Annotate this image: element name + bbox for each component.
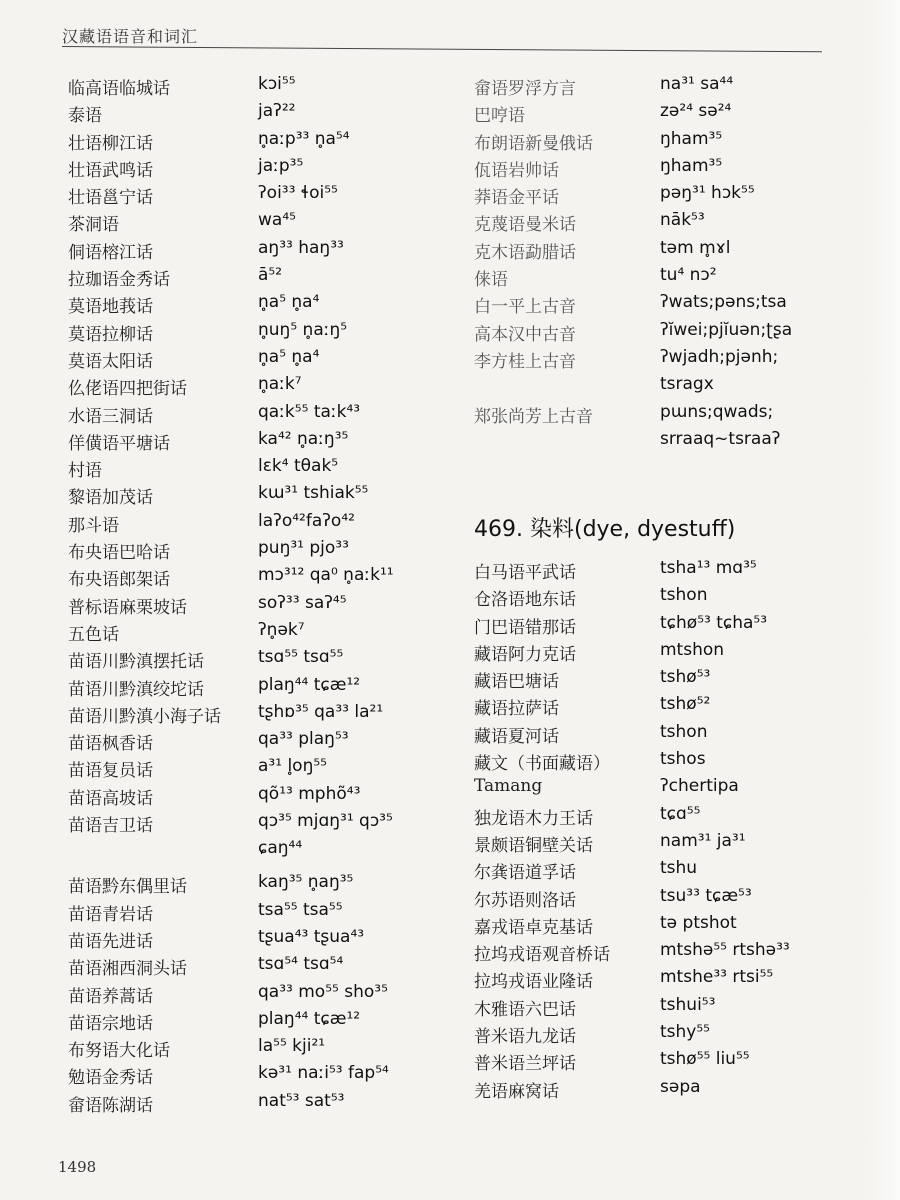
language-name: 泰语 — [68, 106, 102, 127]
word-form: mtshə⁵⁵ rtshə³³ — [660, 940, 790, 961]
word-form: n̥a⁵ n̥a⁴ — [258, 346, 320, 367]
language-name: 白马语平武话 — [474, 563, 576, 583]
word-form: zə²⁴ sə²⁴ — [660, 101, 732, 122]
word-form: tsu³³ tɕæ⁵³ — [660, 885, 752, 906]
language-name: 拉珈语金秀话 — [68, 270, 170, 291]
language-name: 苗语复员话 — [68, 761, 153, 782]
word-form: ŋham³⁵ — [660, 155, 723, 176]
language-name: 布央语郎架话 — [68, 570, 170, 591]
language-name: 苗语川黔滇摆托话 — [68, 652, 204, 673]
word-form: tsɑ⁵⁵ tsɑ⁵⁵ — [258, 647, 344, 668]
language-name: 仫佬语四把街话 — [68, 379, 187, 400]
word-form: səpa — [660, 1076, 701, 1097]
word-form: pəŋ³¹ hɔk⁵⁵ — [660, 183, 755, 204]
word-form: qaːk⁵⁵ taːk⁴³ — [258, 401, 361, 422]
language-name: 苗语先进话 — [68, 931, 153, 952]
word-form: n̥uŋ⁵ n̥aːŋ⁵ — [258, 319, 348, 340]
word-form: ʔchertipa — [660, 776, 739, 797]
section-number: 469. — [474, 517, 523, 542]
word-form: tsɑ⁵⁴ tsɑ⁵⁴ — [258, 954, 344, 975]
word-form: tɕhø⁵³ tɕha⁵³ — [660, 612, 768, 633]
word-form: laʔo⁴²faʔo⁴² — [258, 510, 355, 531]
word-form: soʔ³³ saʔ⁴⁵ — [258, 592, 347, 613]
language-name: 藏文（书面藏语） — [474, 754, 610, 775]
language-name: 尔龚语道孚话 — [474, 863, 576, 884]
word-form: tshui⁵³ — [660, 994, 716, 1015]
language-name: 布努语大化话 — [68, 1041, 170, 1062]
language-name: 壮语柳江话 — [68, 133, 153, 154]
word-form: tu⁴ nɔ² — [660, 265, 717, 286]
word-form: tshos — [660, 749, 706, 770]
word-form: ɕaŋ⁴⁴ — [258, 838, 303, 859]
language-name: 茶洞语 — [68, 215, 119, 236]
word-form: jaʔ²² — [258, 101, 296, 122]
language-name: 苗语青岩话 — [68, 904, 153, 925]
language-name: 苗语枫香话 — [68, 734, 153, 755]
language-name: 佤语岩帅话 — [474, 160, 559, 181]
language-name: 苗语高坡话 — [68, 788, 153, 809]
language-name: 布朗语新曼俄话 — [474, 133, 593, 154]
language-name: 巴哼语 — [474, 106, 525, 127]
language-name: 普标语麻栗坡话 — [68, 597, 187, 618]
language-name: 苗语吉卫话 — [68, 816, 153, 837]
language-name: 勉语金秀话 — [68, 1068, 153, 1089]
word-form: ʔwats;pəns;tsa — [660, 292, 787, 313]
word-form: plaŋ⁴⁴ tɕæ¹² — [258, 1008, 361, 1029]
word-form: kaŋ³⁵ n̥aŋ³⁵ — [258, 872, 354, 893]
word-form: jaːp³⁵ — [258, 155, 304, 176]
word-form: nat⁵³ sat⁵³ — [258, 1090, 345, 1111]
language-name: Tamang — [474, 776, 543, 797]
language-name: 藏语阿力克话 — [474, 644, 576, 665]
word-form: tshø⁵² — [660, 694, 711, 715]
word-form: tsragx — [660, 374, 714, 395]
language-name: 独龙语木力王话 — [474, 808, 593, 829]
language-name: 苗语养蒿话 — [68, 986, 153, 1007]
language-name: 门巴语错那话 — [474, 617, 576, 638]
word-form: təm m̥ɤl — [660, 237, 731, 258]
language-name: 莽语金平话 — [474, 188, 559, 209]
word-form: kɯ³¹ tshiak⁵⁵ — [258, 483, 369, 504]
word-form: wa⁴⁵ — [258, 210, 296, 231]
language-name: 黎语加茂话 — [68, 488, 153, 509]
word-form: tsa⁵⁵ tsa⁵⁵ — [258, 899, 343, 920]
language-name: 水语三洞话 — [68, 406, 153, 427]
word-form: qa³³ plaŋ⁵³ — [258, 729, 349, 750]
word-form: tʂhɒ³⁵ qa³³ la²¹ — [258, 701, 384, 722]
word-form: pɯns;qwads; — [660, 401, 774, 422]
word-form: ā⁵² — [258, 265, 283, 286]
word-form: tʂua⁴³ tʂua⁴³ — [258, 926, 365, 947]
word-form: tshon — [660, 721, 708, 742]
word-form: n̥aːk⁷ — [258, 374, 302, 395]
section-title: 染料(dye, dyestuff) — [529, 517, 736, 542]
language-name: 五色话 — [68, 624, 119, 645]
language-name: 莫语太阳话 — [68, 351, 153, 372]
word-form: qõ¹³ mphõ⁴³ — [258, 783, 361, 804]
word-form: mtshe³³ rtsi⁵⁵ — [660, 967, 774, 988]
language-name: 木雅语六巴话 — [474, 999, 576, 1020]
word-form: nāk⁵³ — [660, 210, 705, 231]
word-form: n̥a⁵ n̥a⁴ — [258, 292, 320, 313]
language-name: 畲语罗浮方言 — [474, 79, 576, 99]
language-name: 藏语夏河话 — [474, 726, 559, 747]
language-name: 那斗语 — [68, 515, 119, 536]
word-form: ʔoi³³ ɬoi⁵⁵ — [258, 183, 338, 204]
language-name: 佯僙语平塘话 — [68, 433, 170, 454]
word-form: puŋ³¹ pjo³³ — [258, 538, 349, 559]
word-form: kə³¹ naːi⁵³ fap⁵⁴ — [258, 1063, 389, 1084]
word-form: ʔĭwei;pjĭuən;ʈʂa — [660, 319, 793, 340]
language-name: 白一平上古音 — [474, 297, 576, 318]
word-form: tshon — [660, 585, 708, 606]
language-name: 莫语地莪话 — [68, 297, 153, 318]
language-name: 拉坞戎语观音桥话 — [474, 945, 610, 966]
language-name: 俫语 — [474, 270, 508, 291]
language-name: 村语 — [68, 461, 102, 482]
language-name: 羌语麻窝话 — [474, 1081, 559, 1102]
word-form: tshø⁵³ — [660, 667, 711, 688]
language-name: 苗语湘西洞头话 — [68, 959, 187, 980]
word-form: tshy⁵⁵ — [660, 1022, 710, 1043]
word-form: srraaq~tsraaʔ — [660, 428, 781, 449]
word-form: qa³³ mo⁵⁵ sho³⁵ — [258, 981, 388, 1002]
word-form: aŋ³³ haŋ³³ — [258, 237, 344, 258]
word-form: tɕɑ⁵⁵ — [660, 803, 701, 824]
language-name: 畲语陈湖话 — [68, 1095, 153, 1116]
word-form: a³¹ l̥oŋ⁵⁵ — [258, 756, 327, 777]
word-form: ʔn̥ək⁷ — [258, 619, 305, 640]
language-name: 壮语武鸣话 — [68, 160, 153, 181]
language-name: 嘉戎语卓克基话 — [474, 917, 593, 938]
language-name: 普米语九龙话 — [474, 1027, 576, 1048]
page-edge-shadow — [864, 0, 900, 1200]
word-form: n̥aːp³³ n̥a⁵⁴ — [258, 128, 350, 149]
word-form: tsha¹³ mɑ³⁵ — [660, 558, 757, 578]
word-form: tshu — [660, 858, 698, 879]
word-form: la⁵⁵ kji²¹ — [258, 1036, 326, 1057]
header-rule — [62, 46, 822, 52]
language-name: 藏语巴塘话 — [474, 672, 559, 693]
word-form: ʔwjadh;pjənh; — [660, 346, 779, 367]
language-name: 仓洛语地东话 — [474, 590, 576, 611]
page-number: 1498 — [58, 1158, 97, 1176]
language-name: 布央语巴哈话 — [68, 543, 170, 564]
language-name: 苗语宗地话 — [68, 1013, 153, 1034]
word-form: qɔ³⁵ mjɑŋ³¹ qɔ³⁵ — [258, 811, 393, 832]
language-name: 高本汉中古音 — [474, 324, 576, 345]
word-form: kɔi⁵⁵ — [258, 74, 296, 94]
language-name: 郑张尚芳上古音 — [474, 406, 593, 427]
language-name: 莫语拉柳话 — [68, 324, 153, 345]
language-name: 壮语邕宁话 — [68, 188, 153, 209]
running-head: 汉藏语语音和词汇 — [62, 27, 199, 46]
section-heading — [474, 512, 735, 543]
language-name: 侗语榕江话 — [68, 242, 153, 263]
word-form: nam³¹ ja³¹ — [660, 830, 746, 851]
language-name: 拉坞戎语业隆话 — [474, 972, 593, 993]
language-name: 临高语临城话 — [68, 79, 170, 99]
word-form: tə ptshot — [660, 912, 737, 933]
word-form: mtshon — [660, 639, 725, 660]
language-name: 景颇语铜壁关话 — [474, 835, 593, 856]
language-name: 李方桂上古音 — [474, 351, 576, 372]
language-name: 尔苏语则洛话 — [474, 890, 576, 911]
language-name: 普米语兰坪话 — [474, 1054, 576, 1075]
word-form: mɔ³¹² qa⁰ n̥aːk¹¹ — [258, 565, 394, 586]
word-form: ŋham³⁵ — [660, 128, 723, 149]
language-name: 藏语拉萨话 — [474, 699, 559, 720]
word-form: plaŋ⁴⁴ tɕæ¹² — [258, 674, 361, 695]
language-name: 苗语川黔滇小海子话 — [68, 706, 221, 727]
word-form: na³¹ sa⁴⁴ — [660, 74, 734, 94]
word-form: tshø⁵⁵ liu⁵⁵ — [660, 1049, 750, 1070]
word-form: ka⁴² n̥aːŋ³⁵ — [258, 428, 349, 449]
language-name: 苗语川黔滇绞坨话 — [68, 679, 204, 700]
language-name: 克木语勐腊话 — [474, 242, 576, 263]
language-name: 苗语黔东偶里话 — [68, 877, 187, 898]
language-name: 克蔑语曼米话 — [474, 215, 576, 236]
word-form: lɛk⁴ tθak⁵ — [258, 456, 339, 477]
